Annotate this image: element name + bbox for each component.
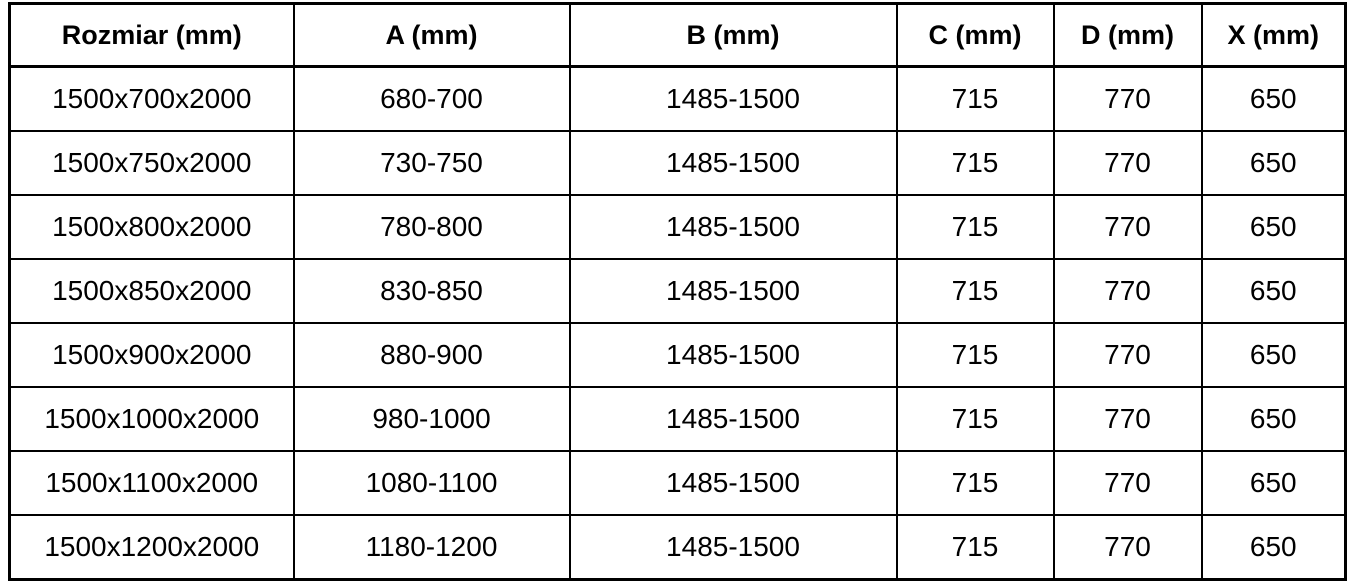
cell-a: 730-750 — [294, 131, 570, 195]
column-header-d: D (mm) — [1054, 4, 1202, 67]
column-header-b: B (mm) — [570, 4, 897, 67]
cell-c: 715 — [897, 451, 1054, 515]
cell-x: 650 — [1202, 195, 1346, 259]
cell-rozmiar: 1500x1100x2000 — [10, 451, 294, 515]
table-row — [10, 451, 1346, 515]
cell-rozmiar: 1500x1000x2000 — [10, 387, 294, 451]
cell-b: 1485-1500 — [570, 387, 897, 451]
cell-a: 830-850 — [294, 259, 570, 323]
column-header-rozmiar: Rozmiar (mm) — [10, 4, 294, 67]
cell-rozmiar: 1500x850x2000 — [10, 259, 294, 323]
cell-d: 770 — [1054, 195, 1202, 259]
cell-rozmiar: 1500x700x2000 — [10, 67, 294, 132]
cell-b: 1485-1500 — [570, 515, 897, 580]
cell-x: 650 — [1202, 259, 1346, 323]
cell-d: 770 — [1054, 387, 1202, 451]
cell-a: 1180-1200 — [294, 515, 570, 580]
cell-b: 1485-1500 — [570, 195, 897, 259]
column-header-c: C (mm) — [897, 4, 1054, 67]
cell-rozmiar: 1500x800x2000 — [10, 195, 294, 259]
cell-rozmiar: 1500x750x2000 — [10, 131, 294, 195]
cell-c: 715 — [897, 195, 1054, 259]
cell-b: 1485-1500 — [570, 323, 897, 387]
spec-table — [8, 2, 1347, 581]
cell-x: 650 — [1202, 515, 1346, 580]
table-row — [10, 131, 1346, 195]
cell-x: 650 — [1202, 387, 1346, 451]
cell-b: 1485-1500 — [570, 451, 897, 515]
cell-d: 770 — [1054, 451, 1202, 515]
header-row — [10, 4, 1346, 67]
cell-b: 1485-1500 — [570, 131, 897, 195]
cell-c: 715 — [897, 387, 1054, 451]
column-header-a: A (mm) — [294, 4, 570, 67]
cell-d: 770 — [1054, 67, 1202, 132]
cell-a: 1080-1100 — [294, 451, 570, 515]
cell-x: 650 — [1202, 323, 1346, 387]
cell-a: 680-700 — [294, 67, 570, 132]
cell-x: 650 — [1202, 67, 1346, 132]
cell-rozmiar: 1500x900x2000 — [10, 323, 294, 387]
cell-d: 770 — [1054, 131, 1202, 195]
cell-b: 1485-1500 — [570, 259, 897, 323]
cell-d: 770 — [1054, 515, 1202, 580]
cell-a: 780-800 — [294, 195, 570, 259]
cell-a: 980-1000 — [294, 387, 570, 451]
cell-b: 1485-1500 — [570, 67, 897, 132]
cell-c: 715 — [897, 323, 1054, 387]
cell-d: 770 — [1054, 259, 1202, 323]
table-body — [10, 67, 1346, 580]
cell-d: 770 — [1054, 323, 1202, 387]
cell-c: 715 — [897, 515, 1054, 580]
table-row — [10, 387, 1346, 451]
cell-x: 650 — [1202, 451, 1346, 515]
cell-c: 715 — [897, 67, 1054, 132]
cell-rozmiar: 1500x1200x2000 — [10, 515, 294, 580]
table-row — [10, 67, 1346, 132]
table-row — [10, 259, 1346, 323]
table-row — [10, 515, 1346, 580]
table-row — [10, 195, 1346, 259]
cell-c: 715 — [897, 259, 1054, 323]
cell-a: 880-900 — [294, 323, 570, 387]
cell-c: 715 — [897, 131, 1054, 195]
column-header-x: X (mm) — [1202, 4, 1346, 67]
cell-x: 650 — [1202, 131, 1346, 195]
table-row — [10, 323, 1346, 387]
